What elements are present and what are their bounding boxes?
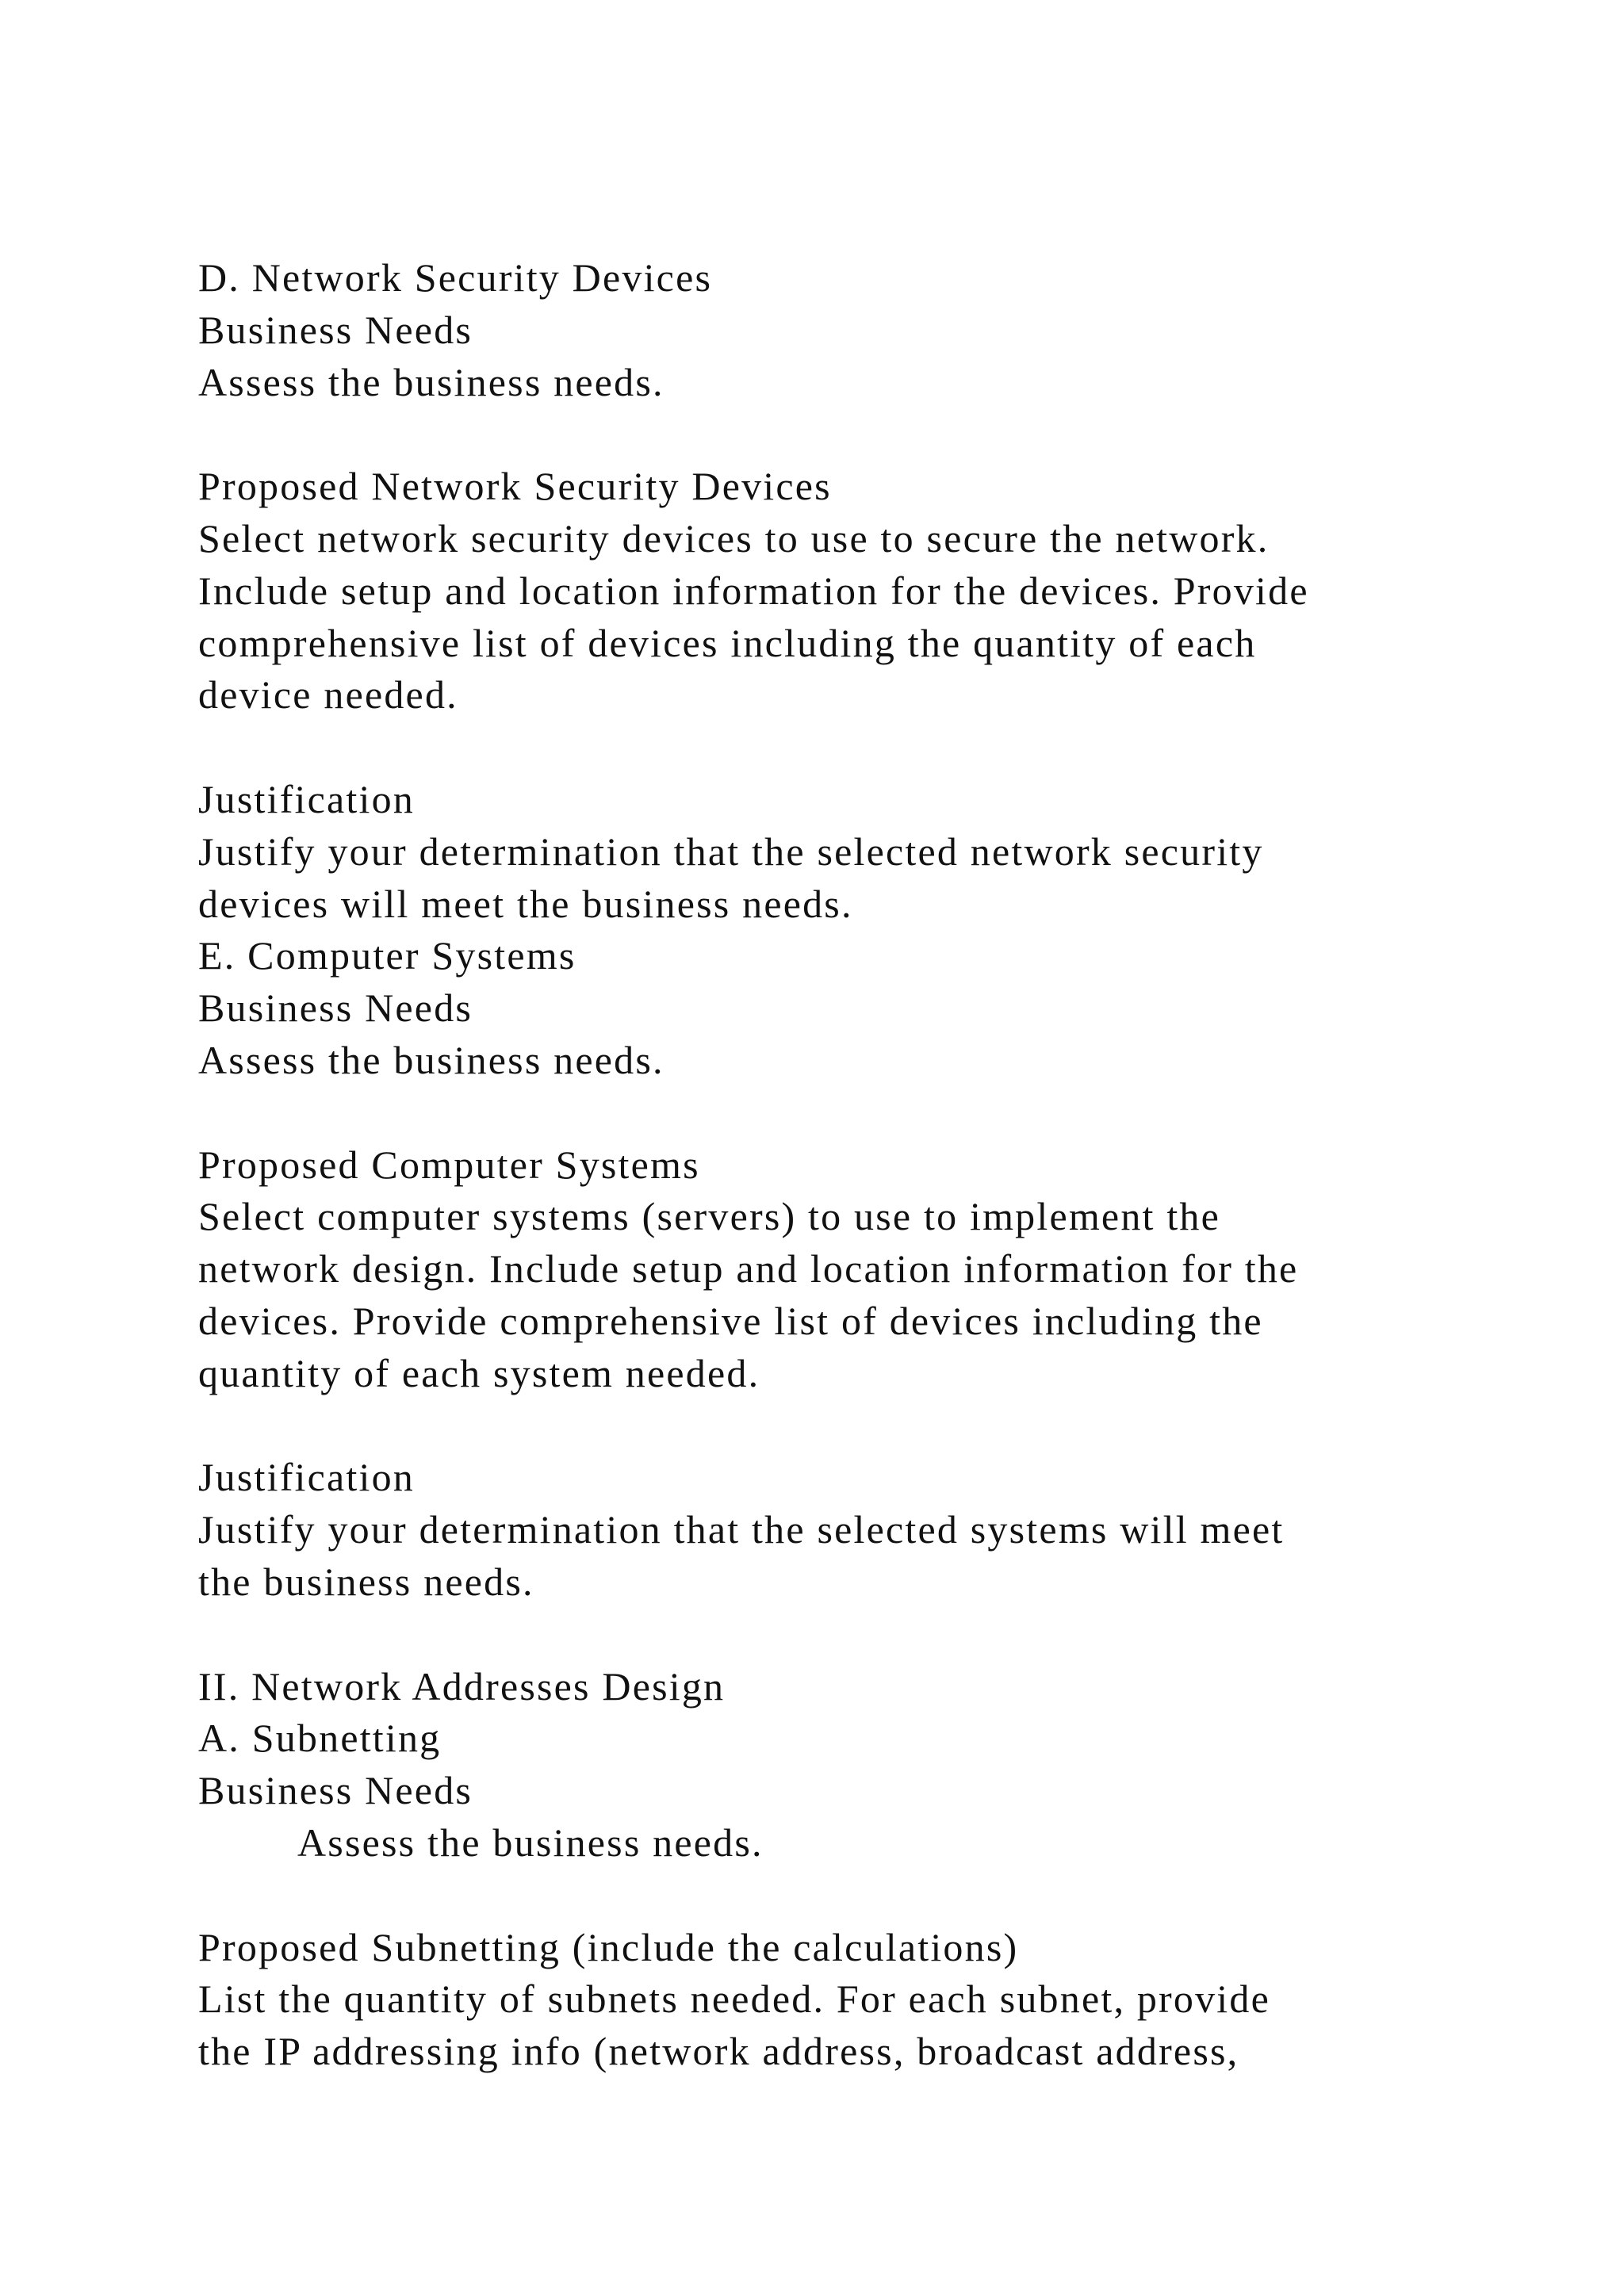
subheading-proposed-computer-systems: Proposed Computer Systems: [198, 1142, 700, 1187]
body-text: Select computer systems (servers) to use to implement the: [198, 1194, 1220, 1239]
blank-line: [198, 1869, 1507, 1922]
body-text: comprehensive list of devices including the quantity of each: [198, 620, 1257, 665]
body-text: the IP addressing info (network address, broadcast address,: [198, 2029, 1239, 2074]
blank-line: [198, 408, 1507, 461]
body-text-indented: Assess the business needs.: [297, 1820, 764, 1865]
section-heading-computer-systems: E. Computer Systems: [198, 933, 576, 978]
subheading-proposed-network-security-devices: Proposed Network Security Devices: [198, 464, 832, 509]
section-heading-subnetting: A. Subnetting: [198, 1716, 442, 1761]
subheading-business-needs: Business Needs: [198, 1768, 473, 1813]
body-text: Justify your determination that the selected systems will meet: [198, 1507, 1285, 1552]
body-text: Select network security devices to use to secure the network.: [198, 515, 1270, 561]
body-text: Assess the business needs.: [198, 1037, 665, 1082]
section-heading-network-security-devices: D. Network Security Devices: [198, 255, 713, 300]
body-text: Justify your determination that the selected network security: [198, 828, 1264, 874]
body-text: Assess the business needs.: [198, 359, 665, 404]
blank-line: [198, 1087, 1507, 1139]
body-text: device needed.: [198, 672, 458, 718]
body-text: network design. Include setup and location information for the: [198, 1246, 1299, 1292]
blank-line: [198, 1609, 1507, 1661]
body-text: List the quantity of subnets needed. For each subnet, provide: [198, 1976, 1270, 2022]
body-text: Include setup and location information for the devices. Provide: [198, 568, 1309, 613]
section-heading-network-addresses-design: II. Network Addresses Design: [198, 1663, 726, 1709]
document-body: [198, 252, 1507, 2078]
body-text: devices. Provide comprehensive list of devices including the: [198, 1298, 1263, 1343]
subheading-business-needs: Business Needs: [198, 985, 473, 1031]
blank-line: [198, 1400, 1507, 1452]
body-text: quantity of each system needed.: [198, 1350, 760, 1395]
blank-line: [198, 721, 1507, 774]
body-text: devices will meet the business needs.: [198, 881, 853, 926]
subheading-justification: Justification: [198, 776, 416, 821]
subheading-proposed-subnetting: Proposed Subnetting (include the calculations): [198, 1924, 1019, 1969]
body-text: the business needs.: [198, 1559, 534, 1604]
subheading-justification: Justification: [198, 1455, 416, 1500]
subheading-business-needs: Business Needs: [198, 307, 473, 352]
